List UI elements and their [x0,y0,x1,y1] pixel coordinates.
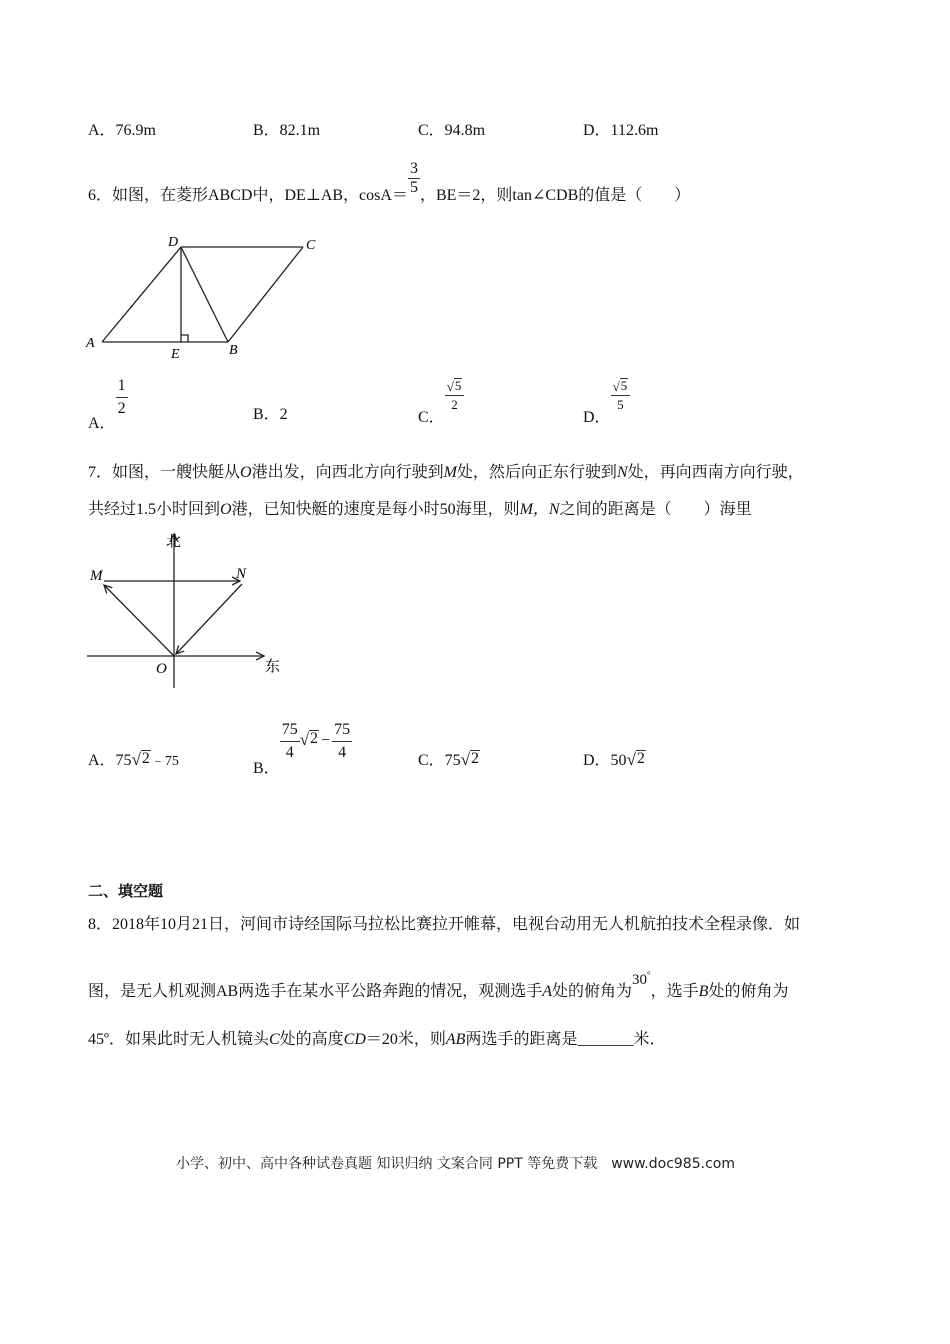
q8-l3-post: 两选手的距离是_______米． [465,1031,666,1048]
q7-option-b-den1: 4 [285,744,294,761]
label-d: D [168,235,179,250]
q7-option-c-rad: 2 [471,750,480,767]
q6-option-a [88,375,128,433]
q7-stem-line1 [88,463,804,483]
q7-option-a-post: ﹣75 [150,754,179,769]
q7-option-b-num2: 75 [332,719,352,742]
q7-l2-mid: 港，已知快艇的速度是每小时50海里，则 [231,501,520,518]
q8-line3 [88,1030,665,1050]
q6-option-d-rad: 5 [620,378,628,393]
q8-line2 [88,970,789,1002]
q6-cos-num: 3 [409,160,418,177]
q7-l1-post: 处，再向西南方向行驶， [627,464,804,481]
label-e: E [171,347,180,360]
q6-option-d-den: 5 [617,397,624,412]
q6-option-d-fraction [611,378,631,413]
label-a: A [86,336,95,351]
q8-l3-c: C [268,1031,280,1048]
q7-option-a-label: A．75 [88,752,132,769]
label-m: M [90,568,103,584]
q6-option-a-label: A． [88,415,116,433]
q7-option-b [253,719,352,778]
q6-option-c-den: 2 [451,397,458,412]
q7-l2-post: 之间的距离是（ ）海里 [559,501,752,518]
label-east: 东 [265,657,281,675]
side-cb [228,247,303,342]
q7-l1-m: M [443,464,457,481]
q6-option-c-sqrt: √ 5 [446,378,462,394]
q8-l2-a: A [542,983,553,1000]
q7-stem-line2 [88,500,752,520]
q6-option-c-label: C． [418,409,445,427]
right-angle-mark [181,335,188,342]
q6-option-c-rad: 5 [454,378,462,393]
q5-option-b: B．82.1m [253,122,321,139]
q7-l1-mid2: 处，然后向正东行驶到 [456,464,617,481]
q7-l1-n: N [616,464,628,481]
label-north: 北 [166,532,182,550]
q6-option-c-fraction [445,378,465,413]
side-ad [102,247,181,342]
path-no [176,584,242,654]
q8-l3-mid: 处的高度 [279,1031,344,1048]
q5-option-c: C．94.8m [418,122,486,139]
q8-angle-degree: ° [647,970,651,980]
q7-l2-mn: M，N [519,501,560,518]
q8-l2-pre: 图，是无人机观测AB两选手在某水平公路奔跑的情况，观测选手 [88,983,543,1000]
q8-l2-post: 处的俯角为 [708,983,789,1000]
q8-l2-mid2: ，选手 [650,983,699,1000]
q6-option-a-fraction [116,375,128,420]
q6-option-d-label: D． [583,409,611,427]
q6-option-d [583,378,630,427]
q7-option-b-den2: 4 [338,744,347,761]
q7-compass-figure [82,528,292,693]
q8-l3-mid2: ＝20米，则 [365,1031,446,1048]
q7-l2-o: O [220,501,232,518]
q6-option-a-num: 1 [116,375,128,398]
q8-l3-cd: CD [343,1031,366,1048]
q7-option-c-sqrt: √ 2 [460,750,480,769]
q6-option-d-sqrt: √ 5 [612,378,628,394]
label-n: N [236,566,247,582]
q7-option-a-sqrt: √ 2 [131,750,150,769]
q7-option-d-label: D．50 [583,752,627,769]
q7-option-b-label: B． [253,760,280,778]
section-title: 二、填空题 [88,882,164,900]
q8-angle-value: 30 [632,972,648,988]
q5-option-d: D．112.6m [583,122,659,139]
q5-option-a: A．76.9m [88,122,157,139]
page-footer: 小学、初中、高中各种试卷真题 知识归纳 文案合同 PPT 等免费下载 www.doc985.com [176,1156,735,1172]
q7-option-b-minus: − [321,732,331,750]
q8-l2-mid: 处的俯角为 [552,983,633,1000]
diagonal-db [181,247,228,342]
q8-line1: 8．2018年10月21日，河间市诗经国际马拉松比赛拉开帷幕，电视台动用无人机航拍技术全程录像．如 [88,916,801,933]
label-b: B [229,343,238,358]
q6-stem-post: ，BE＝2，则tan∠CDB的值是（ ） [419,187,691,205]
path-om [104,585,174,656]
q7-option-b-sqrt: √ 2 [299,730,319,750]
label-o: O [156,661,167,677]
q8-l3-ab: AB [445,1031,466,1048]
q6-cos-fraction [408,160,420,197]
q7-option-b-frac2 [332,719,352,764]
q6-option-a-den: 2 [117,400,126,417]
q7-l1-o: O [240,464,252,481]
q7-l1-pre: 7．如图，一艘快艇从 [88,464,241,481]
q7-option-b-rad: 2 [310,730,319,748]
q7-option-c [418,747,480,770]
q6-cos-den: 5 [409,179,418,196]
q6-rhombus-figure [80,230,330,360]
q6-stem [88,150,691,205]
q7-option-c-label: C．75 [418,752,461,769]
q8-l3-pre: 45º．如果此时无人机镜头 [88,1031,269,1048]
q7-option-d [583,747,646,770]
q7-option-b-frac1 [280,719,300,764]
q8-angle [632,972,651,988]
q7-l2-pre: 共经过1.5小时回到 [88,501,221,518]
q7-option-d-rad: 2 [636,750,645,767]
q7-option-d-sqrt: √ 2 [626,750,645,769]
q7-l1-mid: 港出发，向西北方向行驶到 [251,464,444,481]
q6-option-b: B．2 [253,406,288,423]
q6-option-c [418,378,464,427]
q7-option-a [88,747,179,770]
q6-stem-pre: 6．如图，在菱形ABCD中，DE⊥AB，cosA＝ [88,187,408,205]
q7-option-b-num1: 75 [280,719,300,742]
q8-l2-b: B [698,983,709,1000]
q7-option-a-rad: 2 [141,750,150,767]
label-c: C [306,238,316,253]
